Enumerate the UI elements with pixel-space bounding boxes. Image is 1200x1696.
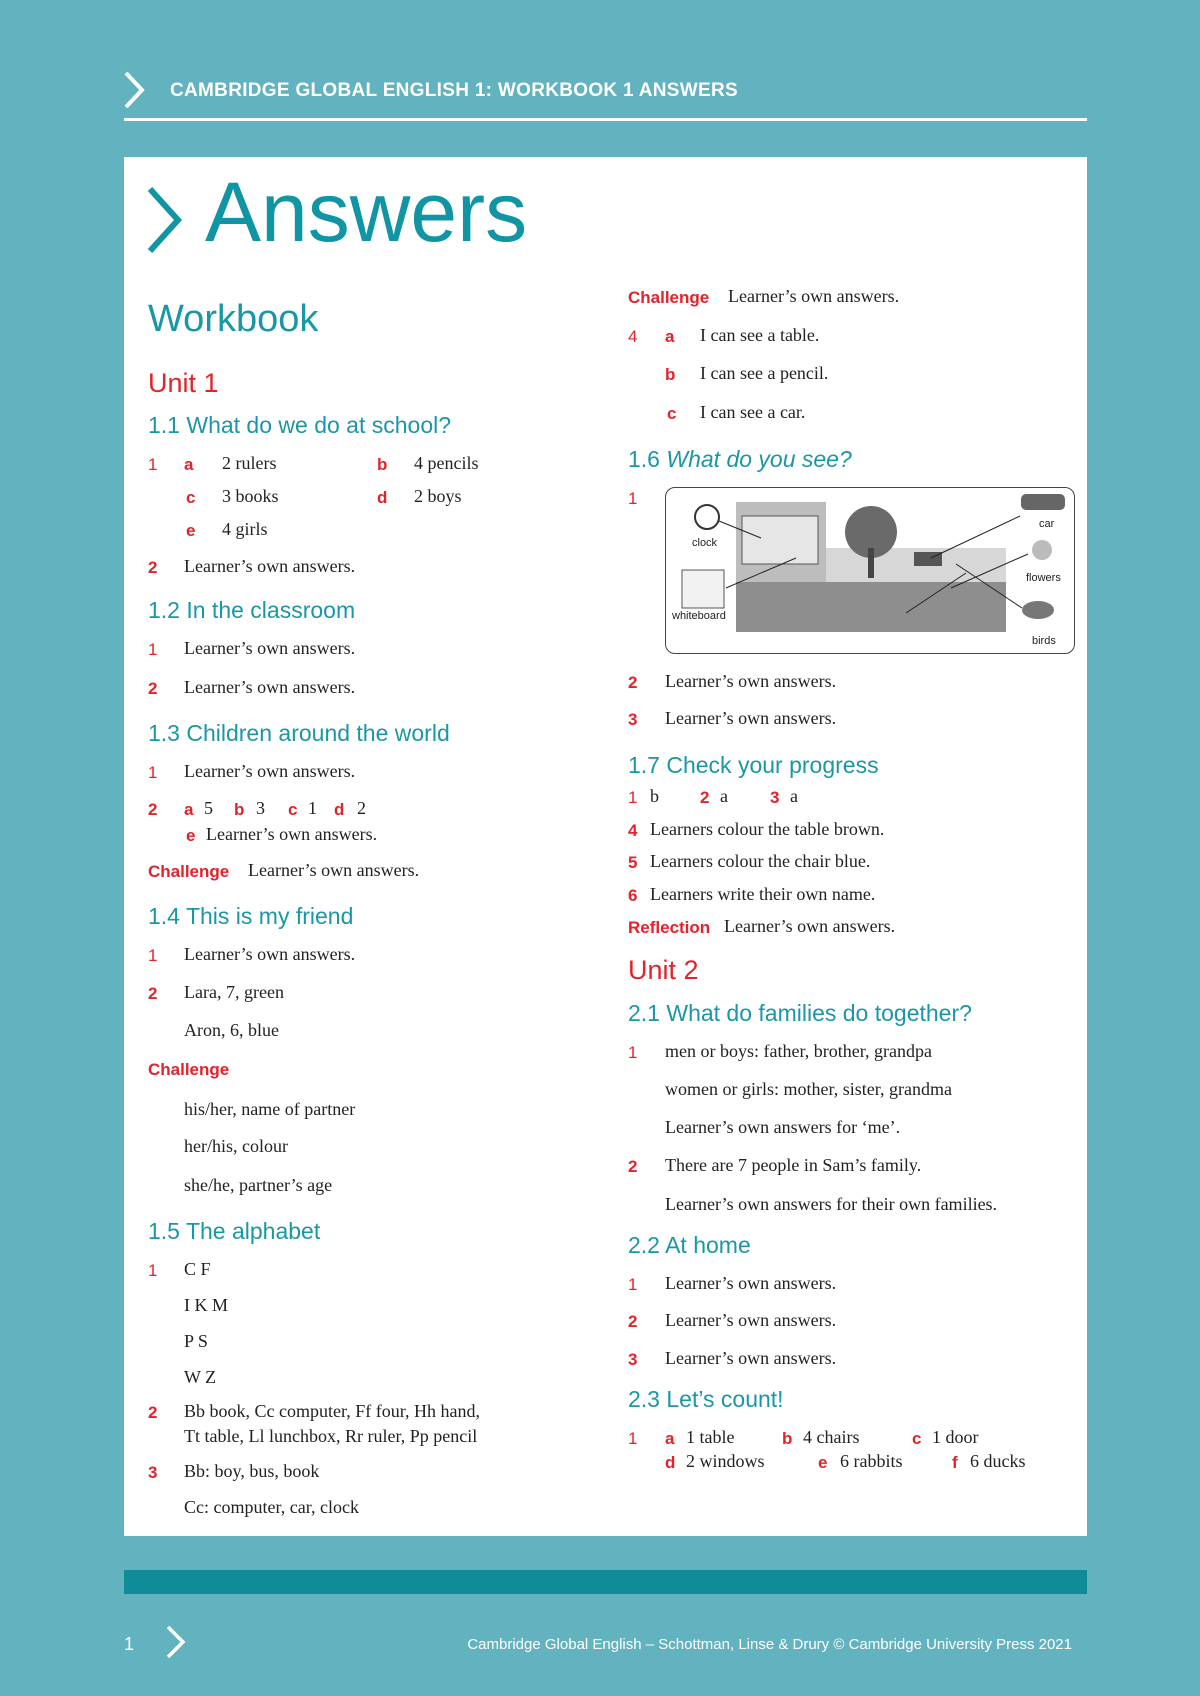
answer-text: C F <box>184 1259 211 1279</box>
item-number: 1 <box>148 640 158 659</box>
car-icon <box>1021 494 1065 510</box>
section-title-italic: What do you see? <box>666 446 852 472</box>
answer-text: Learner’s own answers. <box>665 1310 837 1330</box>
footer-bar <box>124 1570 1087 1594</box>
item-number: 1 <box>148 946 158 965</box>
answer-text: 4 girls <box>222 519 268 539</box>
answer-text: 5 <box>204 798 213 818</box>
section-1-3-title: 1.3 Children around the world <box>148 720 450 746</box>
answer-text: 3 books <box>222 486 279 506</box>
answer-text: I K M <box>184 1295 228 1315</box>
item-number: 6 <box>628 886 638 905</box>
item-number: 2 <box>148 1403 158 1422</box>
section-1-1-title: 1.1 What do we do at school? <box>148 412 452 438</box>
answer-text: 2 <box>357 798 366 818</box>
chevron-right-icon <box>165 1624 187 1660</box>
item-number: 4 <box>628 327 638 346</box>
item-letter: b <box>234 800 245 819</box>
answer-text: Learner’s own answers. <box>665 1273 837 1293</box>
street-illustration <box>666 488 1074 653</box>
item-number: 3 <box>628 710 638 729</box>
item-letter: a <box>184 455 194 474</box>
page-title: Answers <box>205 165 528 259</box>
item-number: 1 <box>148 1261 158 1280</box>
picture-label-car: car <box>1039 518 1055 530</box>
item-letter: d <box>665 1453 676 1472</box>
answer-text: 2 rulers <box>222 453 277 473</box>
item-number: 2 <box>148 558 158 577</box>
item-number: 2 <box>700 788 710 807</box>
clock-icon <box>695 505 719 529</box>
item-letter: c <box>912 1429 922 1448</box>
item-letter: e <box>186 826 196 845</box>
header-title: CAMBRIDGE GLOBAL ENGLISH 1: WORKBOOK 1 ANSWERS <box>170 80 738 101</box>
answer-text: I can see a pencil. <box>700 363 829 383</box>
road <box>736 582 1006 632</box>
unit-1-heading: Unit 1 <box>148 368 219 398</box>
challenge-label: Challenge <box>148 1060 230 1079</box>
answer-text: 2 boys <box>414 486 462 506</box>
answer-text: Learner’s own answers. <box>206 824 378 844</box>
item-number: 1 <box>628 489 638 508</box>
answer-text: men or boys: father, brother, grandpa <box>665 1041 932 1061</box>
item-number: 2 <box>148 984 158 1003</box>
section-1-7-title: 1.7 Check your progress <box>628 752 879 778</box>
answer-text: 1 door <box>932 1427 979 1447</box>
answer-text: 1 table <box>686 1427 735 1447</box>
answer-text: W Z <box>184 1367 217 1387</box>
answer-text: Learner’s own answers. <box>184 944 356 964</box>
answer-text: Learners colour the table brown. <box>650 819 885 839</box>
item-letter: b <box>665 365 676 384</box>
flowers-icon <box>1032 540 1052 560</box>
item-letter: f <box>952 1453 958 1472</box>
item-number: 1 <box>628 1043 638 1062</box>
answer-text: Learner’s own answers. <box>665 671 837 691</box>
item-letter: a <box>184 800 194 819</box>
item-letter: c <box>288 800 298 819</box>
item-number: 4 <box>628 821 638 840</box>
answer-text: Learners write their own name. <box>650 884 876 904</box>
section-2-3-title: 2.3 Let’s count! <box>628 1386 784 1412</box>
chevron-right-icon <box>122 70 148 110</box>
picture-label-birds: birds <box>1032 635 1056 647</box>
item-letter: a <box>665 327 675 346</box>
tree-trunk <box>868 548 874 578</box>
page-number: 1 <box>124 1634 135 1654</box>
footer-credit: Cambridge Global English – Schottman, Linse & Drury © Cambridge University Press 2021 <box>467 1636 1072 1653</box>
section-1-4-title: 1.4 This is my friend <box>148 903 354 929</box>
item-number: 2 <box>628 1157 638 1176</box>
answer-text: I can see a table. <box>700 325 820 345</box>
item-letter: c <box>186 488 196 507</box>
answer-text: 4 pencils <box>414 453 479 473</box>
street-picture <box>665 487 1075 654</box>
section-1-6-title <box>628 446 852 473</box>
reflection-label: Reflection <box>628 918 711 937</box>
answer-text: she/he, partner’s age <box>184 1175 333 1195</box>
picture-label-flowers: flowers <box>1026 572 1061 584</box>
section-2-1-title: 2.1 What do families do together? <box>628 1000 972 1026</box>
section-1-5-title: 1.5 The alphabet <box>148 1218 321 1244</box>
answer-text: Learner’s own answers. <box>184 556 356 576</box>
item-number: 2 <box>628 673 638 692</box>
item-letter: b <box>377 455 388 474</box>
item-letter: b <box>782 1429 793 1448</box>
answer-text: P S <box>184 1331 208 1351</box>
answer-text: Learner’s own answers for their own families. <box>665 1194 998 1214</box>
item-number: 3 <box>148 1463 158 1482</box>
answer-text: his/her, name of partner <box>184 1099 356 1119</box>
answer-text: her/his, colour <box>184 1136 288 1156</box>
item-number: 1 <box>628 1429 638 1448</box>
answer-text: Learner’s own answers. <box>184 761 356 781</box>
picture-label-clock: clock <box>692 537 718 549</box>
answer-text: Learner’s own answers. <box>248 860 420 880</box>
item-number: 5 <box>628 853 638 872</box>
answers-panel <box>124 157 1087 1536</box>
item-number: 2 <box>148 800 158 819</box>
answer-text: Bb: boy, bus, book <box>184 1461 320 1481</box>
item-number: 1 <box>628 1275 638 1294</box>
answer-text: Cc: computer, car, clock <box>184 1497 359 1517</box>
answer-text: Bb book, Cc computer, Ff four, Hh hand, <box>184 1401 481 1421</box>
answer-text: 2 windows <box>686 1451 765 1471</box>
unit-2-heading: Unit 2 <box>628 955 699 985</box>
item-letter: e <box>818 1453 828 1472</box>
item-number: 1 <box>148 455 158 474</box>
item-number: 2 <box>628 1312 638 1331</box>
answer-text: a <box>720 786 728 806</box>
answer-text: 6 rabbits <box>840 1451 903 1471</box>
answer-text: 1 <box>308 798 317 818</box>
answer-text: Learner’s own answers. <box>665 1348 837 1368</box>
car-on-road <box>914 552 942 566</box>
birds-icon <box>1022 601 1054 619</box>
item-letter: d <box>377 488 388 507</box>
answer-text: 3 <box>256 798 265 818</box>
item-letter: a <box>665 1429 675 1448</box>
item-number: 1 <box>628 788 638 807</box>
answer-text: Learner’s own answers. <box>665 708 837 728</box>
picture-label-whiteboard: whiteboard <box>672 610 726 622</box>
answer-text: Tt table, Ll lunchbox, Rr ruler, Pp pencil <box>184 1426 478 1446</box>
section-number: 1.6 <box>628 446 660 472</box>
answer-text: Lara, 7, green <box>184 982 284 1002</box>
answer-text: 4 chairs <box>803 1427 860 1447</box>
item-number: 2 <box>148 679 158 698</box>
chevron-right-icon <box>145 185 185 255</box>
answer-text: There are 7 people in Sam’s family. <box>665 1155 922 1175</box>
classroom-window <box>742 516 818 564</box>
answer-text: Learner’s own answers. <box>184 638 356 658</box>
answer-text: b <box>650 786 659 806</box>
answer-text: Learner’s own answers. <box>724 916 896 936</box>
item-letter: c <box>667 404 677 423</box>
item-number: 1 <box>148 763 158 782</box>
answer-text: Learners colour the chair blue. <box>650 851 871 871</box>
answer-text: Learner’s own answers. <box>728 286 900 306</box>
answer-text: Aron, 6, blue <box>184 1020 279 1040</box>
item-letter: e <box>186 521 196 540</box>
answer-text: women or girls: mother, sister, grandma <box>665 1079 952 1099</box>
header-rule <box>124 118 1087 121</box>
answer-text: a <box>790 786 798 806</box>
item-number: 3 <box>770 788 780 807</box>
section-1-2-title: 1.2 In the classroom <box>148 597 356 623</box>
answer-text: 6 ducks <box>970 1451 1026 1471</box>
item-letter: d <box>334 800 345 819</box>
whiteboard-icon <box>682 570 724 608</box>
item-number: 3 <box>628 1350 638 1369</box>
answer-text: Learner’s own answers. <box>184 677 356 697</box>
answer-text: I can see a car. <box>700 402 806 422</box>
challenge-label: Challenge <box>628 288 710 307</box>
challenge-label: Challenge <box>148 862 230 881</box>
workbook-heading: Workbook <box>148 298 319 340</box>
answer-text: Learner’s own answers for ‘me’. <box>665 1117 901 1137</box>
section-2-2-title: 2.2 At home <box>628 1232 751 1258</box>
